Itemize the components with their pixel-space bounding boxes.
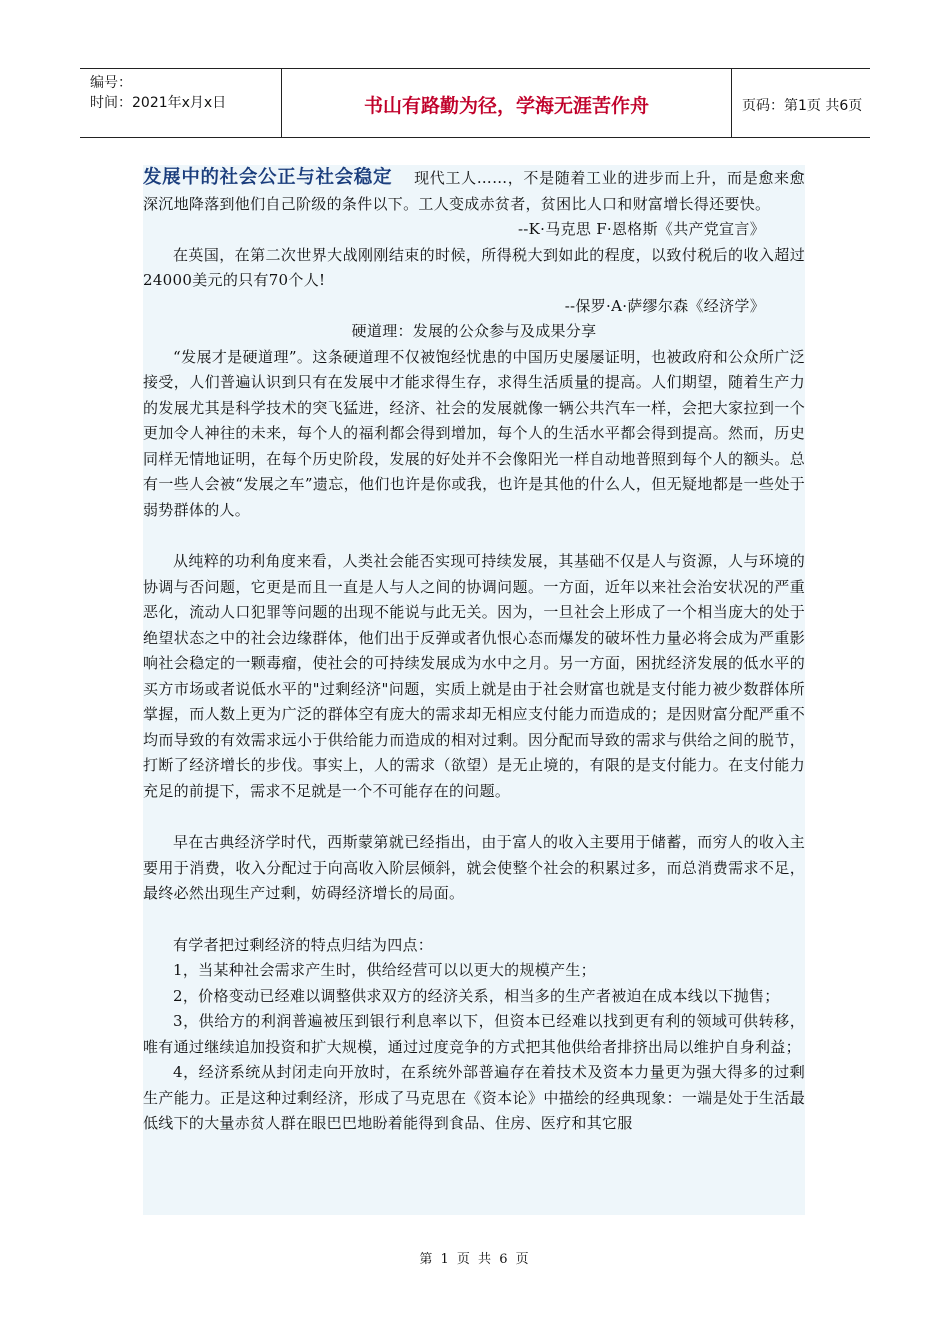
paragraph-3: 早在古典经济学时代，西斯蒙第就已经指出，由于富人的收入主要用于储蓄，而穷人的收入主要用于消费，收入分配过于向高收入阶层倾斜，就会使整个社会的积累过多，而总消费需求不足，最终必然出现生产过剩，妨碍经济增长的局面。 bbox=[143, 833, 805, 902]
page-footer: 第 1 页 共 6 页 bbox=[419, 1252, 531, 1267]
point-3: 3，供给方的利润普遍被压到银行利息率以下，但资本已经难以找到更有利的领域可供转移，唯有通过继续追加投资和扩大规模，通过过度竞争的方式把其他供给者排挤出局以维护自身利益； bbox=[143, 1012, 805, 1056]
article-body bbox=[143, 165, 805, 1215]
paragraph-1: “发展才是硬道理”。这条硬道理不仅被饱经忧患的中国历史屡屡证明，也被政府和公众所广泛接受，人们普遍认识到只有在发展中才能求得生存，求得生活质量的提高。人们期望，随着生产力的发展尤其是科学技术的突飞猛进，经济、社会的发展就像一辆公共汽车一样，会把大家拉到一个更加令人神往的未来，每个人的福利都会得到增加，每个人的生活水平都会得到提高。然而，历史同样无情地证明，在每个历史阶段，发展的好处并不会像阳光一样自动地普照到每个人的额头。总有一些人会被“发展之车”遗忘，他们也许是你或我，也许是其他的什么人，但无疑地都是一些处于弱势群体的人。 bbox=[143, 347, 805, 519]
paragraph-gap bbox=[143, 907, 805, 933]
point-4: 4，经济系统从封闭走向开放时，在系统外部普遍存在着技术及资本力量更为强大得多的过剩生产能力。正是这种过剩经济，形成了马克思在《资本论》中描绘的经典现象：一端是处于生活最低线下的大量赤贫人群在眼巴巴地盼着能得到食品、住房、医疗和其它服 bbox=[143, 1063, 805, 1132]
header-motto-cell bbox=[282, 69, 732, 137]
date-label: 时间：2021年x月x日 bbox=[90, 95, 227, 111]
quote-2-source: --保罗·A·萨缪尔森《经济学》 bbox=[564, 296, 765, 315]
document-header bbox=[80, 68, 870, 138]
header-page-cell bbox=[732, 69, 870, 137]
point-1: 1，当某种社会需求产生时，供给经营可以以更大的规模产生； bbox=[173, 961, 596, 979]
section-heading: 硬道理：发展的公众参与及成果分享 bbox=[351, 322, 597, 340]
motto: 书山有路勤为径，学海无涯苦作舟 bbox=[363, 95, 649, 117]
paragraph-2: 从纯粹的功利角度来看，人类社会能否实现可持续发展，其基础不仅是人与资源，人与环境的协调与否问题，它更是而且一直是人与人之间的协调问题。一方面，近年以来社会治安状况的严重恶化，流动人口犯罪等问题的出现不能说与此无关。因为，一旦社会上形成了一个相当庞大的处于绝望状态之中的社会边缘群体，他们出于反弹或者仇恨心态而爆发的破坏性力量必将会成为严重影响社会稳定的一颗毒瘤，使社会的可持续发展成为水中之月。另一方面，困扰经济发展的低水平的买方市场或者说低水平的"过剩经济"问题，实质上就是由于社会财富也就是支付能力被少数群体所掌握，而人数上更为广泛的群体空有庞大的需求却无相应支付能力而造成的；是因财富分配严重不均而导致的有效需求远小于供给能力而造成的相对过剩。因分配而导致的需求与供给之间的脱节，打断了经济增长的步伐。事实上，人的需求（欲望）是无止境的，有限的是支付能力。在支付能力充足的前提下，需求不足就是一个不可能存在的问题。 bbox=[143, 552, 805, 800]
number-label: 编号： bbox=[90, 75, 132, 91]
paragraph-gap bbox=[143, 804, 805, 830]
quote-1-source: --K·马克思 F·恩格斯《共产党宣言》 bbox=[517, 220, 765, 238]
article-title: 发展中的社会公正与社会稳定 bbox=[143, 167, 393, 188]
paragraph-4-intro: 有学者把过剩经济的特点归结为四点： bbox=[173, 935, 434, 954]
page-code: 页码：第1页 共6页 bbox=[742, 98, 863, 114]
paragraph-gap bbox=[143, 523, 805, 549]
title-quote-paragraph bbox=[143, 165, 805, 217]
quote-1: 现代工人……，不是随着工业的进步而上升，而是愈来愈深沉地降落到他们自己阶级的条件以下。工人变成赤贫者，贫困比人口和财富增长得还要快。 bbox=[143, 169, 805, 213]
quote-2: 在英国，在第二次世界大战刚刚结束的时候，所得税大到如此的程度，以致付税后的收入超过24000美元的只有70个人! bbox=[143, 245, 805, 289]
header-meta-cell bbox=[80, 69, 282, 137]
point-2: 2，价格变动已经难以调整供求双方的经济关系，相当多的生产者被迫在成本线以下抛售； bbox=[173, 986, 780, 1005]
